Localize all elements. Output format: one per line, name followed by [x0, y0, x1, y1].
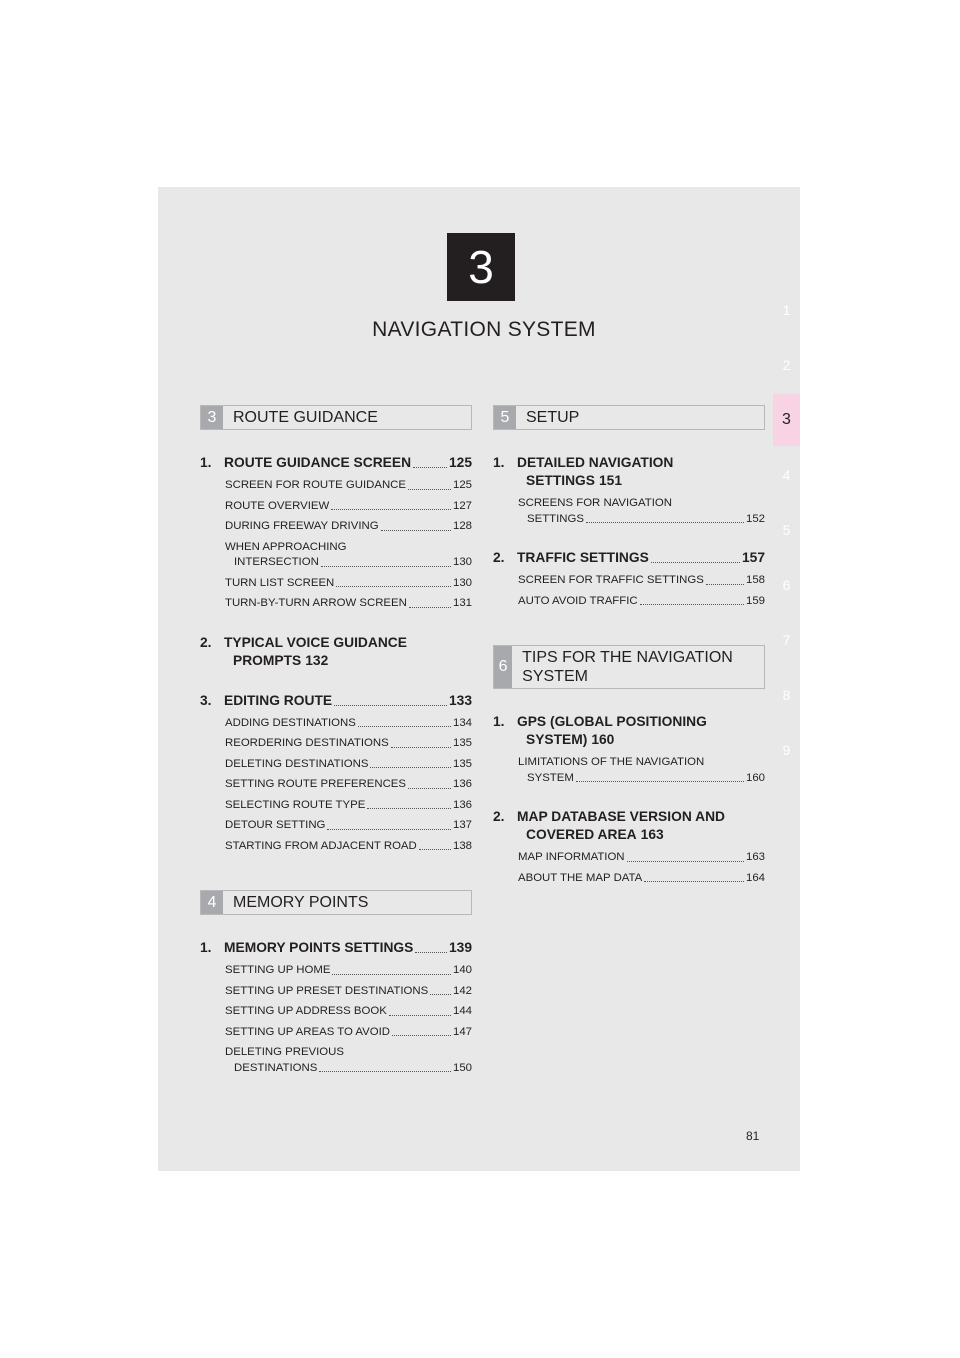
section-number: 5 — [494, 406, 516, 429]
toc-entry-title: SCREEN FOR TRAFFIC SETTINGS — [518, 574, 704, 586]
toc-entry-title: SETTING UP AREAS TO AVOID — [225, 1025, 391, 1038]
toc-list — [200, 939, 472, 1076]
toc-entry-title: INTERSECTION — [234, 556, 319, 568]
toc-sub-entry[interactable] — [200, 818, 472, 834]
entry-title-line: DETAILED NAVIGATION — [517, 455, 674, 470]
toc-entry-page: 135 — [452, 757, 472, 770]
entry-number: 2. — [493, 550, 505, 565]
toc-entry-title: PROMPTS — [233, 652, 302, 668]
toc-sub-entry[interactable] — [200, 596, 472, 612]
leader-dots — [327, 829, 451, 830]
toc-entry-row[interactable] — [493, 826, 765, 844]
toc-entry-page: 134 — [452, 716, 472, 729]
section-title: SETUP — [526, 409, 580, 426]
toc-entry-row[interactable] — [493, 472, 765, 490]
toc-main-entry[interactable] — [493, 713, 765, 749]
toc-entry-row[interactable] — [225, 576, 472, 592]
toc-entry-page: 132 — [305, 652, 329, 668]
toc-entry-row[interactable] — [225, 716, 472, 732]
toc-entry-title: SELECTING ROUTE TYPE — [225, 798, 366, 811]
toc-sub-entry[interactable] — [200, 777, 472, 793]
toc-entry-title: ROUTE OVERVIEW — [225, 499, 330, 512]
leader-dots — [627, 861, 744, 862]
toc-entry-title: DURING FREEWAY DRIVING — [225, 520, 379, 532]
toc-entry-page: 152 — [745, 512, 765, 525]
toc-entry-row[interactable] — [518, 573, 765, 589]
toc-entry-row[interactable] — [518, 850, 765, 866]
chapter-tab-5[interactable]: 5 — [773, 504, 800, 556]
toc-sub-entry[interactable] — [200, 576, 472, 592]
toc-entry-row[interactable] — [225, 798, 472, 814]
page-number: 81 — [746, 1129, 760, 1143]
toc-entry-page: 158 — [745, 574, 765, 586]
chapter-title: NAVIGATION SYSTEM — [372, 318, 596, 341]
toc-entry-title: ROUTE GUIDANCE SCREEN — [224, 455, 412, 470]
toc-entry-title: AUTO AVOID TRAFFIC — [518, 594, 638, 607]
sub-entry-title-line: LIMITATIONS OF THE NAVIGATION — [518, 756, 705, 768]
toc-entry-page: 127 — [452, 499, 472, 512]
toc-entry-row[interactable] — [225, 499, 472, 515]
toc-entry-title: ABOUT THE MAP DATA — [518, 871, 643, 884]
toc-entry-row[interactable] — [225, 757, 472, 773]
leader-dots — [389, 1015, 451, 1016]
toc-sub-entry[interactable] — [493, 755, 765, 786]
toc-main-entry[interactable] — [200, 454, 472, 472]
toc-entry-page: 133 — [448, 692, 472, 708]
toc-entry-title: MAP INFORMATION — [518, 851, 625, 863]
toc-entry-row[interactable] — [225, 1025, 472, 1041]
chapter-tab-1[interactable]: 1 — [773, 284, 800, 336]
entry-number: 1. — [200, 455, 212, 470]
toc-entry-page: 136 — [452, 798, 472, 811]
leader-dots — [391, 747, 451, 748]
chapter-tab-blank[interactable] — [773, 779, 800, 831]
section-header — [200, 405, 472, 430]
toc-entry-page: 150 — [452, 1061, 472, 1074]
entry-number: 1. — [493, 714, 505, 729]
sub-entry-title-line: WHEN APPROACHING — [225, 540, 347, 553]
chapter-number-box — [447, 233, 515, 301]
chapter-tab-7[interactable]: 7 — [773, 614, 800, 666]
leader-dots — [358, 726, 451, 727]
leader-dots — [706, 584, 744, 585]
toc-entry-title: TURN LIST SCREEN — [225, 576, 335, 589]
toc-entry-row[interactable] — [493, 549, 765, 567]
toc-entry-title: SYSTEM) — [526, 732, 588, 747]
toc-entry-title: DESTINATIONS — [234, 1061, 318, 1074]
chapter-tab-2[interactable]: 2 — [773, 339, 800, 391]
section-title: MEMORY POINTS — [233, 894, 369, 911]
leader-dots — [319, 1071, 451, 1072]
toc-entry-page: 139 — [448, 940, 472, 955]
toc-entry-row[interactable] — [225, 839, 472, 855]
sub-entry-title-line: SCREENS FOR NAVIGATION — [518, 497, 673, 509]
toc-sub-entry[interactable] — [200, 984, 472, 1000]
toc-main-entry[interactable] — [200, 634, 472, 670]
leader-dots — [334, 705, 447, 706]
toc-entry-title: TURN-BY-TURN ARROW SCREEN — [225, 597, 407, 609]
toc-entry-title: SCREEN FOR ROUTE GUIDANCE — [225, 479, 406, 491]
toc-entry-page: 135 — [452, 737, 472, 749]
toc-main-entry[interactable] — [493, 454, 765, 490]
leader-dots — [651, 562, 740, 563]
chapter-tab-8[interactable]: 8 — [773, 669, 800, 721]
toc-entry-page: 160 — [591, 732, 615, 747]
toc-entry-page: 160 — [745, 771, 765, 784]
toc-entry-row[interactable] — [200, 939, 472, 957]
toc-entry-row[interactable] — [518, 594, 765, 610]
toc-entry-page: 128 — [452, 520, 472, 532]
toc-entry-row[interactable] — [225, 984, 472, 1000]
chapter-number: 3 — [468, 241, 494, 293]
toc-entry-row[interactable] — [225, 478, 472, 494]
leader-dots — [321, 566, 451, 567]
toc-sub-entry[interactable] — [200, 736, 472, 752]
toc-entry-row[interactable] — [225, 818, 472, 834]
toc-entry-title: COVERED AREA — [526, 827, 637, 842]
chapter-tab-6[interactable]: 6 — [773, 559, 800, 611]
toc-entry-row[interactable] — [225, 736, 472, 752]
toc-entry-title: SETTINGS — [526, 473, 595, 488]
toc-sub-entry[interactable] — [200, 716, 472, 732]
toc-entry-title: REORDERING DESTINATIONS — [225, 737, 389, 749]
toc-left-column — [200, 405, 472, 1076]
leader-dots — [367, 808, 451, 809]
toc-entry-page: 125 — [448, 455, 472, 470]
toc-sub-entry[interactable] — [200, 519, 472, 535]
leader-dots — [409, 607, 451, 608]
leader-dots — [408, 788, 451, 789]
toc-entry-title: EDITING ROUTE — [224, 692, 333, 708]
toc-entry-row[interactable] — [518, 771, 765, 787]
section-header — [200, 890, 472, 915]
toc-right-column — [493, 405, 765, 886]
toc-list — [200, 454, 472, 854]
chapter-tab-9[interactable]: 9 — [773, 724, 800, 776]
toc-entry-page: 138 — [452, 839, 472, 852]
toc-entry-row[interactable] — [493, 731, 765, 749]
toc-entry-title: SETTING UP PRESET DESTINATIONS — [225, 984, 429, 997]
toc-sub-entry[interactable] — [493, 850, 765, 866]
leader-dots — [644, 881, 744, 882]
toc-entry-page: 130 — [452, 556, 472, 568]
toc-sub-entry[interactable] — [200, 1045, 472, 1076]
toc-entry-row[interactable] — [225, 596, 472, 612]
entry-number: 2. — [493, 809, 505, 824]
toc-sub-entry[interactable] — [493, 573, 765, 589]
toc-entry-page: 163 — [640, 827, 664, 842]
toc-sub-entry[interactable] — [200, 478, 472, 494]
toc-main-entry[interactable] — [493, 549, 765, 567]
toc-entry-page: 140 — [452, 964, 472, 976]
entry-number: 3. — [200, 692, 212, 708]
toc-entry-row[interactable] — [225, 963, 472, 979]
toc-entry-row[interactable] — [200, 692, 472, 710]
toc-sub-entry[interactable] — [200, 1025, 472, 1041]
toc-entry-row[interactable] — [225, 1004, 472, 1020]
leader-dots — [586, 522, 744, 523]
section-header — [493, 405, 765, 430]
section-number: 6 — [494, 646, 512, 688]
toc-main-entry[interactable] — [200, 692, 472, 710]
toc-entry-title: DELETING DESTINATIONS — [225, 757, 369, 770]
toc-main-entry[interactable] — [493, 808, 765, 844]
chapter-tab-3[interactable]: 3 — [773, 394, 800, 446]
toc-entry-page: 125 — [452, 479, 472, 491]
section-number: 3 — [201, 406, 223, 429]
leader-dots — [332, 974, 451, 975]
toc-list — [493, 454, 765, 609]
leader-dots — [336, 586, 451, 587]
entry-number: 1. — [493, 455, 505, 470]
toc-entry-page: 131 — [452, 597, 472, 609]
toc-sub-entry[interactable] — [493, 871, 765, 887]
leader-dots — [331, 509, 451, 510]
leader-dots — [640, 604, 744, 605]
entry-number: 2. — [200, 634, 212, 650]
toc-entry-title: STARTING FROM ADJACENT ROAD — [225, 839, 417, 852]
toc-entry-page: 147 — [452, 1025, 472, 1038]
toc-entry-title: MEMORY POINTS SETTINGS — [224, 940, 414, 955]
toc-entry-title: SETTINGS — [527, 512, 584, 525]
toc-entry-title: SETTING ROUTE PREFERENCES — [225, 778, 407, 790]
entry-title-line: MAP DATABASE VERSION AND — [517, 809, 725, 824]
toc-entry-title: ADDING DESTINATIONS — [225, 716, 356, 729]
toc-entry-page: 137 — [452, 819, 472, 831]
toc-sub-entry[interactable] — [200, 1004, 472, 1020]
entry-title-line: TYPICAL VOICE GUIDANCE — [224, 634, 407, 650]
toc-sub-entry[interactable] — [493, 496, 765, 527]
leader-dots — [408, 489, 451, 490]
toc-entry-row[interactable] — [518, 871, 765, 887]
leader-dots — [392, 1035, 451, 1036]
leader-dots — [419, 849, 451, 850]
toc-entry-row[interactable] — [225, 519, 472, 535]
toc-entry-title: SETTING UP ADDRESS BOOK — [225, 1005, 387, 1017]
toc-entry-page: 159 — [745, 594, 765, 607]
toc-entry-page: 136 — [452, 778, 472, 790]
toc-entry-page: 164 — [745, 871, 765, 884]
leader-dots — [576, 781, 744, 782]
toc-entry-page: 144 — [452, 1005, 472, 1017]
toc-entry-page: 142 — [452, 984, 472, 997]
toc-sub-entry[interactable] — [200, 757, 472, 773]
leader-dots — [381, 530, 451, 531]
section-title: ROUTE GUIDANCE — [233, 409, 378, 426]
toc-entry-row[interactable] — [225, 1061, 472, 1077]
leader-dots — [413, 467, 447, 468]
leader-dots — [415, 952, 447, 953]
toc-entry-row[interactable] — [225, 777, 472, 793]
chapter-tabs — [773, 284, 800, 834]
toc-entry-row[interactable] — [200, 454, 472, 472]
leader-dots — [430, 994, 451, 995]
leader-dots — [370, 767, 451, 768]
toc-entry-title: SYSTEM — [527, 771, 574, 784]
toc-sub-entry[interactable] — [200, 540, 472, 571]
toc-sub-entry[interactable] — [200, 798, 472, 814]
toc-sub-entry[interactable] — [200, 839, 472, 855]
section-header — [493, 645, 765, 689]
toc-entry-title: DETOUR SETTING — [225, 819, 326, 831]
toc-entry-title: TRAFFIC SETTINGS — [517, 550, 649, 565]
toc-entry-page: 151 — [599, 473, 623, 488]
toc-entry-row[interactable] — [518, 512, 765, 528]
chapter-tab-4[interactable]: 4 — [773, 449, 800, 501]
toc-entry-page: 157 — [741, 550, 765, 565]
section-title: TIPS FOR THE NAVIGATION SYSTEM — [522, 649, 733, 685]
entry-number: 1. — [200, 940, 212, 955]
entry-title-line: GPS (GLOBAL POSITIONING — [517, 714, 707, 729]
section-number: 4 — [201, 891, 223, 914]
toc-sub-entry[interactable] — [200, 963, 472, 979]
toc-entry-row[interactable] — [225, 555, 472, 571]
toc-entry-row[interactable] — [200, 652, 472, 670]
toc-main-entry[interactable] — [200, 939, 472, 957]
sub-entry-title-line: DELETING PREVIOUS — [225, 1046, 344, 1058]
toc-entry-page: 163 — [745, 851, 765, 863]
toc-entry-title: SETTING UP HOME — [225, 964, 331, 976]
toc-entry-page: 130 — [452, 576, 472, 589]
toc-list — [493, 713, 765, 886]
toc-sub-entry[interactable] — [493, 594, 765, 610]
toc-sub-entry[interactable] — [200, 499, 472, 515]
